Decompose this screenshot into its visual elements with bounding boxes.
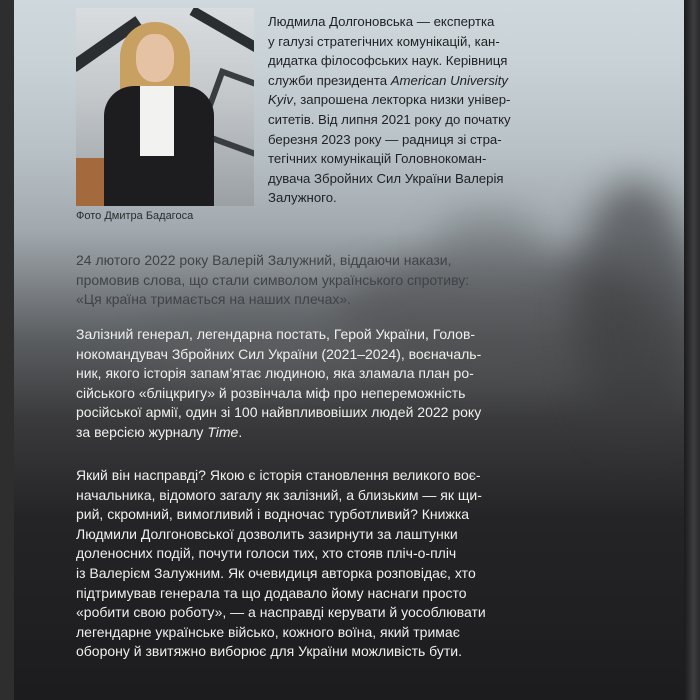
text-line: «робити свою роботу», — а насправді керувати й уособлювати xyxy=(76,604,486,621)
author-bio xyxy=(268,12,668,208)
text-line: сійського «бліцкригу» й розвінчала міф про непереможність xyxy=(76,384,466,401)
text-line: ник, якого історія запам’ятає людиною, яка зламала план ро- xyxy=(76,365,474,382)
bio-line: у галузі стратегічних комунікацій, кан- xyxy=(268,33,500,49)
bio-line: служби президента American University xyxy=(268,72,508,88)
bio-line: Kyiv, запрошена лекторка низки універ- xyxy=(268,92,511,108)
text-line: із Валерієм Залужним. Як очевидиця авторка розповідає, хто xyxy=(76,564,476,581)
text-line: легендарне українське військо, кожного воїна, який тримає xyxy=(76,623,460,640)
text-line: рий, скромний, вимогливий і водночас турботливий? Книжка xyxy=(76,506,470,523)
bio-line: дувача Збройних Сил України Валерія xyxy=(268,170,504,186)
text-line: підтримував генерала та що додавало йому наснаги просто xyxy=(76,584,467,601)
text-line: Який він насправді? Якою є історія становлення великого воє- xyxy=(76,467,481,483)
quote-paragraph xyxy=(76,251,676,310)
text-line: 24 лютого 2022 року Валерій Залужний, віддаючи накази, xyxy=(76,252,452,268)
description-paragraph xyxy=(76,325,676,443)
bio-line: Людмила Долгоновська — експертка xyxy=(268,14,495,29)
text-line: російської армії, один зі 100 найвпливовіших людей 2022 року xyxy=(76,404,482,421)
book-spine-edge xyxy=(684,0,700,700)
text-line: доленосних подій, почути голоси тих, хто стояв пліч-о-пліч xyxy=(76,545,457,562)
book-back-cover xyxy=(14,0,686,700)
bio-line: ситетів. Від липня 2021 року до початку xyxy=(268,111,511,127)
text-line: промовив слова, що стали символом українського спротиву: xyxy=(76,271,470,288)
bio-line: березня 2023 року — радниця зі стра- xyxy=(268,131,502,147)
photo-caption: Фото Дмитра Бадагоса xyxy=(76,210,194,222)
bio-line: Залужного. xyxy=(268,190,337,206)
text-line: оборону й звитяжно виборює для України можливість бути. xyxy=(76,643,463,660)
bio-line: тегічних комунікацій Головнокоман- xyxy=(268,151,487,167)
summary-paragraph xyxy=(76,466,676,662)
text-line: «Ця країна тримається на наших плечах». xyxy=(76,291,352,308)
text-line: начальника, відомого загалу як залізний, а близьким — як щи- xyxy=(76,486,482,503)
text-line: Людмили Долгоновської дозволить зазирнути за лаштунки xyxy=(76,525,458,542)
author-photo xyxy=(76,8,254,206)
text-line: за версією журналу Time. xyxy=(76,423,243,440)
text-line: нокомандувач Збройних Сил України (2021–2024), воєначаль- xyxy=(76,345,482,362)
bio-line: дидатка філософських наук. Керівниця xyxy=(268,53,508,69)
text-line: Залізний генерал, легендарна постать, Герой України, Голов- xyxy=(76,326,476,342)
